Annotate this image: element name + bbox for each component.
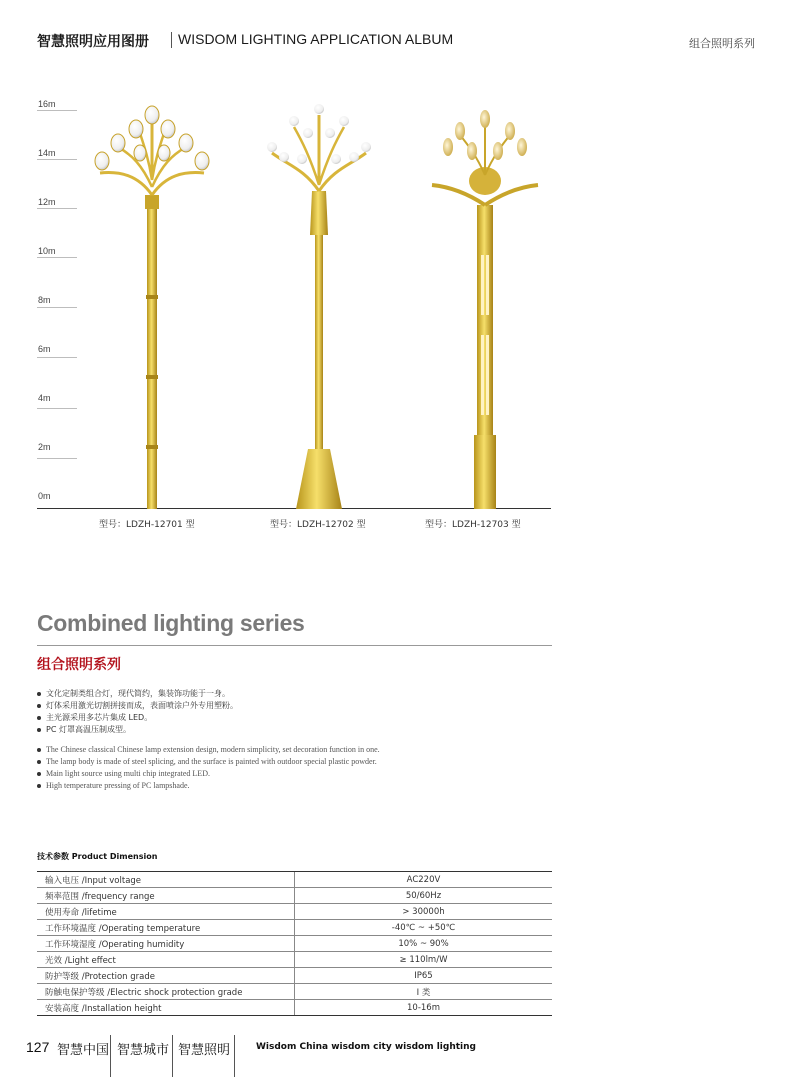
spec-value: I 类 [295,984,553,1000]
lamp-ldzh-12701 [95,106,209,509]
table-row [37,920,552,936]
model-caption-12703: 型号：LDZH-12703 型 [425,520,521,530]
table-row [37,936,552,952]
lamp-illustrations [80,95,560,509]
scale-label-0m: 0m [38,491,51,501]
scale-label-14m: 14m [38,148,56,158]
footer-divider [110,1035,111,1077]
table-row [37,888,552,904]
spec-value: > 30000h [295,904,553,920]
spec-value: 50/60Hz [295,888,553,904]
spec-value: AC220V [295,872,553,888]
spec-value: 10% ~ 90% [295,936,553,952]
scale-label-4m: 4m [38,393,51,403]
table-row [37,984,552,1000]
footer-divider [172,1035,173,1077]
scale-line [37,159,77,160]
spec-label: 防护等级 /Protection grade [37,968,295,984]
spec-value: ≥ 110lm/W [295,952,553,968]
spec-label: 防触电保护等级 /Electric shock protection grade [37,984,295,1000]
list-item: 主光源采用多芯片集成 LED。 [37,712,557,724]
section-name: 组合照明系列 [689,37,755,50]
scale-label-2m: 2m [38,442,51,452]
scale-line [37,408,77,409]
footer-tag: 智慧照明 [178,1043,231,1058]
spec-label: 使用寿命 /lifetime [37,904,295,920]
spec-value: IP65 [295,968,553,984]
list-item: The Chinese classical Chinese lamp extension design, modern simplicity, set decoration function in one. [37,744,557,756]
series-divider [37,645,552,646]
header-divider [171,32,172,48]
scale-label-16m: 16m [38,99,56,109]
scale-line [37,357,77,358]
list-item: 文化定制类组合灯，现代简约，集装饰功能于一身。 [37,688,557,700]
table-row [37,1000,552,1016]
spec-value: 10-16m [295,1000,553,1016]
list-item: High temperature pressing of PC lampshade. [37,780,557,792]
table-row [37,952,552,968]
scale-line [37,307,77,308]
spec-label: 安装高度 /Installation height [37,1000,295,1016]
table-row [37,904,552,920]
spec-table [37,871,552,1016]
list-item: The lamp body is made of steel splicing, and the surface is painted with outdoor special plastic powder. [37,756,557,768]
table-row [37,968,552,984]
footer-tag: 智慧城市 [117,1043,170,1058]
feature-list-cn [37,688,557,736]
scale-label-12m: 12m [38,197,56,207]
spec-label: 频率范围 /frequency range [37,888,295,904]
feature-list-en [37,744,557,792]
table-row [37,872,552,888]
scale-line [37,110,77,111]
album-title-cn: 智慧照明应用图册 [37,34,149,50]
scale-line [37,208,77,209]
page-number: 127 [26,1039,50,1055]
scale-label-10m: 10m [38,246,56,256]
spec-value: -40℃ ~ +50℃ [295,920,553,936]
footer-divider [234,1035,235,1077]
scale-label-8m: 8m [38,295,51,305]
list-item: PC 灯罩高温压制成型。 [37,724,557,736]
footer-slogan: Wisdom China wisdom city wisdom lighting [256,1042,476,1052]
lamp-ldzh-12703 [432,110,538,509]
model-caption-12701: 型号：LDZH-12701 型 [99,520,195,530]
spec-label: 工作环境湿度 /Operating humidity [37,936,295,952]
scale-label-6m: 6m [38,344,51,354]
scale-line [37,458,77,459]
model-caption-12702: 型号：LDZH-12702 型 [270,520,366,530]
footer-tag: 智慧中国 [57,1043,110,1058]
list-item: 灯体采用激光切割拼接而成，表面喷涂户外专用塑粉。 [37,700,557,712]
scale-line [37,257,77,258]
series-title-cn: 组合照明系列 [37,657,121,673]
spec-label: 输入电压 /Input voltage [37,872,295,888]
list-item: Main light source using multi chip integrated LED. [37,768,557,780]
series-title-en: Combined lighting series [37,610,305,636]
spec-title: 技术参数 Product Dimension [37,852,158,861]
lamp-ldzh-12702 [267,104,371,509]
spec-label: 工作环境温度 /Operating temperature [37,920,295,936]
spec-label: 光效 /Light effect [37,952,295,968]
album-title-en: WISDOM LIGHTING APPLICATION ALBUM [178,31,454,47]
